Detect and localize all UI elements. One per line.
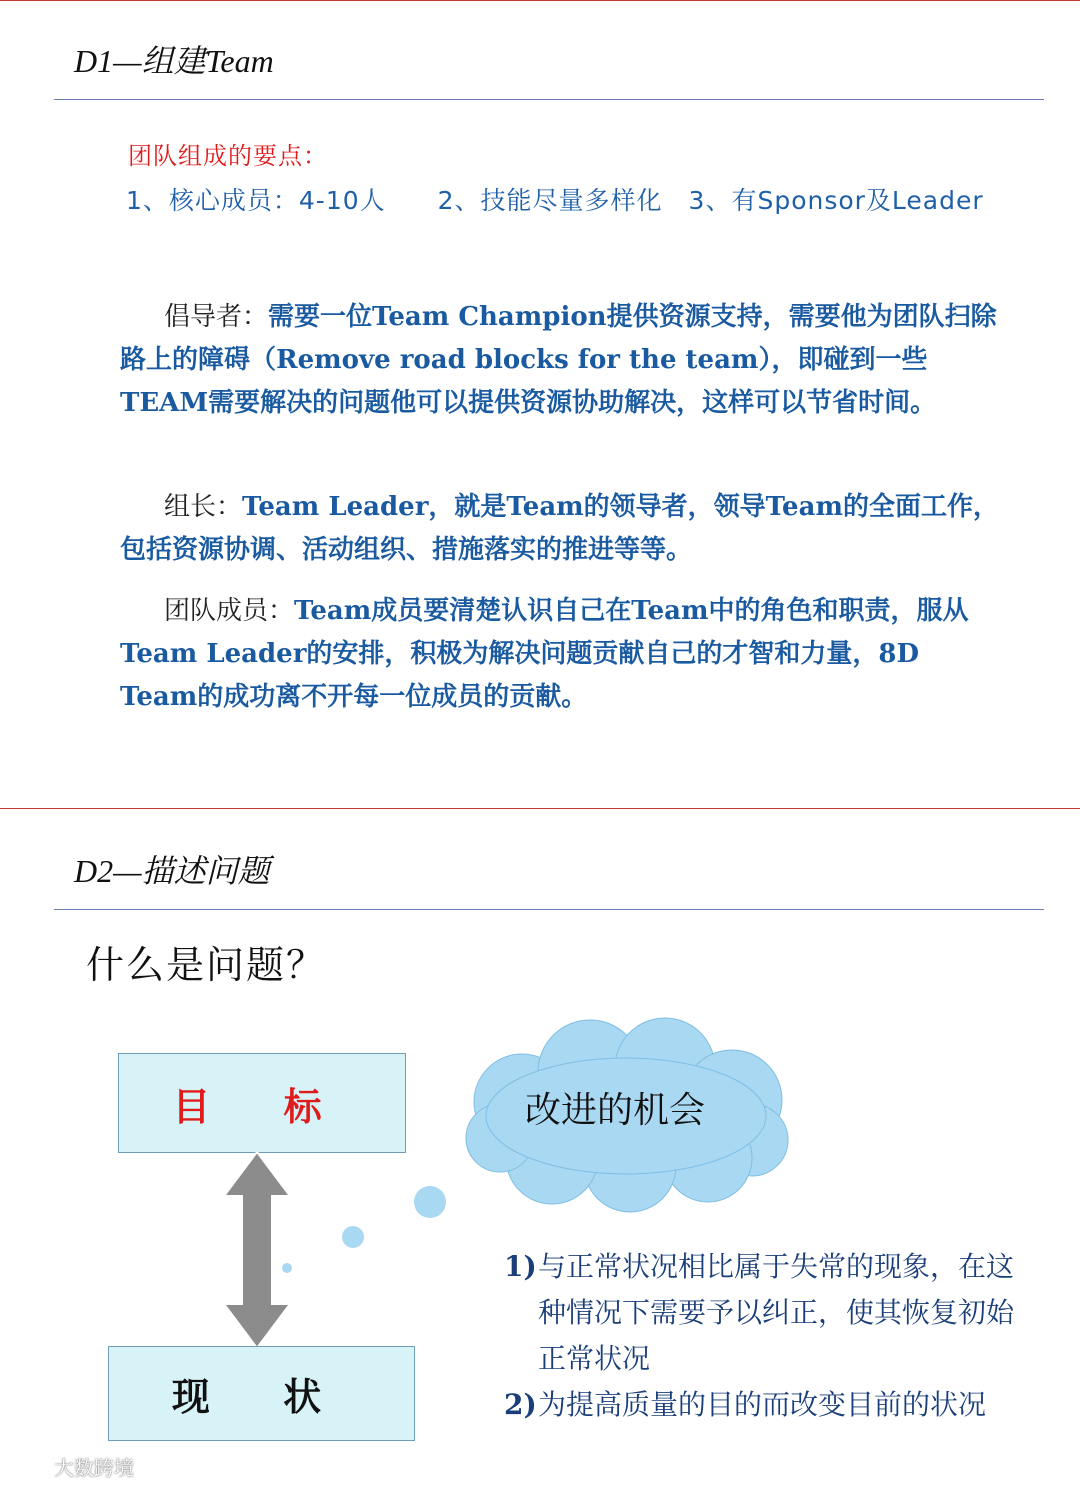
logo-icon (18, 1457, 48, 1477)
thought-bubbles (278, 1182, 448, 1282)
problem-definition-list (504, 1244, 1024, 1428)
slide1-title: D1—组建Team (74, 43, 274, 79)
slide2-title: D2—描述问题 (74, 853, 270, 889)
goal-box (118, 1053, 406, 1153)
current-state-box (108, 1346, 415, 1441)
paragraph-lead: 团队成员： (164, 596, 295, 626)
paragraph-champion (120, 296, 1000, 425)
slide2-divider (54, 909, 1044, 910)
list-item-text: 与正常状况相比属于失常的现象，在这种情况下需要予以纠正，使其恢复初始正常状况 (538, 1250, 1015, 1375)
goal-label: 目 标 (172, 1084, 352, 1129)
list-item-number: 2) (504, 1388, 537, 1421)
list-item (504, 1244, 1024, 1382)
team-points-heading: 团队组成的要点： (128, 142, 328, 170)
paragraph-body: Team Leader，就是Team的领导者，领导Team的全面工作，包括资源协调、活动组织、措施落实的推进等等。 (120, 492, 999, 565)
slide2-top-border-line (0, 808, 1080, 809)
list-item (504, 1382, 1024, 1428)
paragraph-body: Team成员要清楚认识自己在Team中的角色和职责，服从Team Leader的安排，积极为解决问题贡献自己的才智和力量，8D Team的成功离不开每一位成员的贡献。 (120, 596, 969, 712)
list-item-text: 为提高质量的目的而改变目前的状况 (538, 1388, 987, 1421)
team-points-list: 1、核心成员：4-10人 2、技能尽量多样化 3、有Sponsor及Leader (126, 186, 984, 215)
paragraph-body: 需要一位Team Champion提供资源支持，需要他为团队扫除路上的障碍（Remove road blocks for the team），即碰到一些TEAM需要解决的问题他可以提供资源协助解决，这样可以节省时间。 (120, 302, 997, 418)
list-item-number: 1) (504, 1250, 537, 1283)
paragraph-leader (120, 486, 1000, 572)
watermark-text: 大数跨境 (54, 1456, 134, 1480)
question-heading: 什么是问题？ (86, 943, 327, 987)
current-state-label: 现 状 (171, 1375, 352, 1419)
cloud-label: 改进的机会 (524, 1090, 705, 1131)
paragraph-members (120, 590, 1000, 719)
slide1-divider (54, 99, 1044, 100)
top-border-line (0, 0, 1080, 1)
paragraph-lead: 组长： (164, 492, 243, 522)
paragraph-lead: 倡导者： (164, 302, 269, 332)
source-watermark (18, 1452, 134, 1481)
